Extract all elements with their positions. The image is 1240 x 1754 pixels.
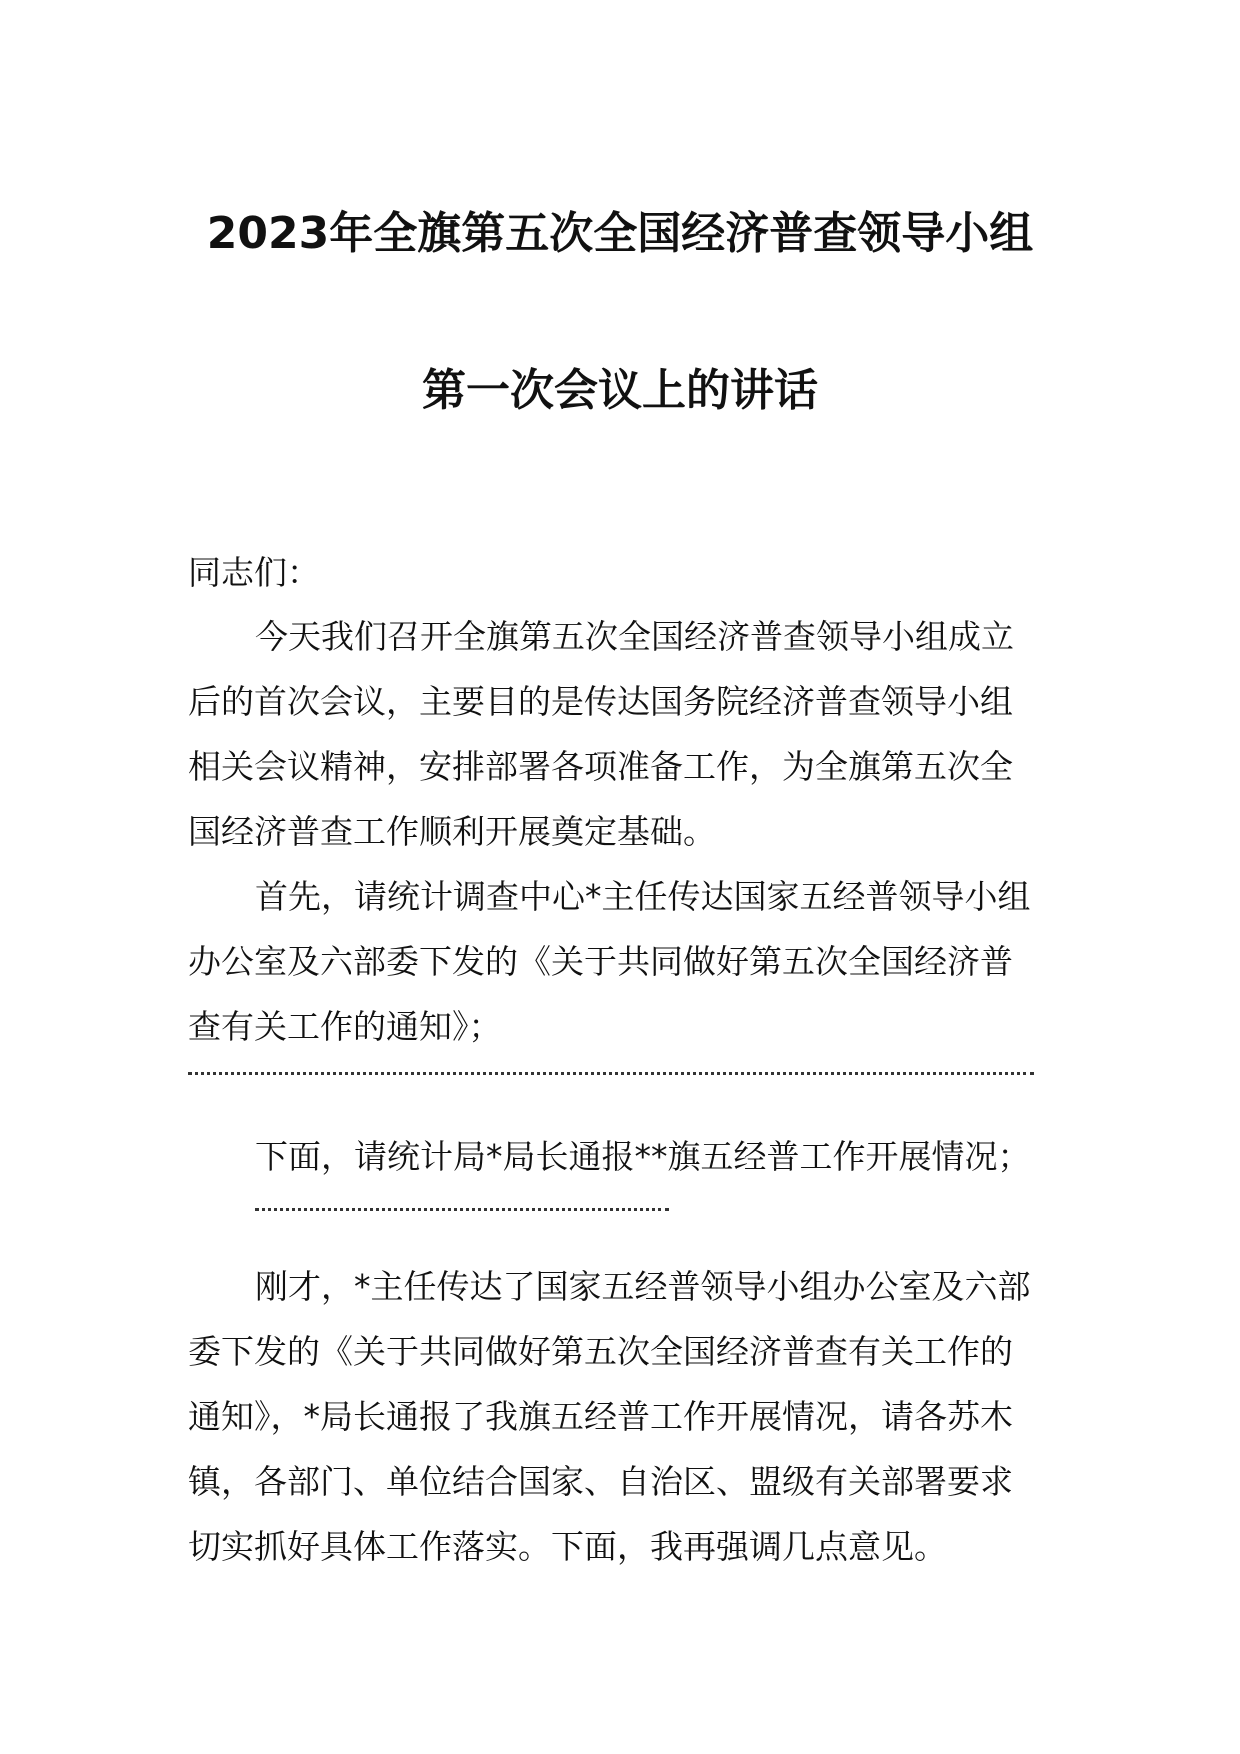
paragraph-line: 今天我们召开全旗第五次全国经济普查领导小组成立 (255, 617, 1014, 656)
paragraph-line: 镇，各部门、单位结合国家、自治区、盟级有关部署要求 (188, 1462, 1013, 1501)
paragraph-3 (188, 1124, 1056, 1189)
paragraph-line: 后的首次会议，主要目的是传达国务院经济普查领导小组 (188, 682, 1013, 721)
paragraph-line: 国经济普查工作顺利开展奠定基础。 (188, 812, 716, 851)
paragraph-line: 切实抓好具体工作落实。下面，我再强调几点意见。 (188, 1527, 947, 1566)
document-title-line-1: 2023年全旗第五次全国经济普查领导小组 (206, 208, 1034, 259)
omission-ellipsis-line-1 (188, 1072, 1034, 1075)
paragraph-line: 委下发的《关于共同做好第五次全国经济普查有关工作的 (188, 1332, 1013, 1371)
document-title-line-2: 第一次会议上的讲话 (422, 365, 818, 416)
salutation-text: 同志们： (188, 553, 320, 592)
paragraph-line: 查有关工作的通知》； (188, 1007, 502, 1046)
paragraph-line: 办公室及六部委下发的《关于共同做好第五次全国经济普 (188, 942, 1013, 981)
paragraph-line: 首先，请统计调查中心*主任传达国家五经普领导小组 (255, 877, 1031, 916)
paragraph-2 (188, 864, 1056, 1059)
paragraph-line: 下面，请统计局*局长通报**旗五经普工作开展情况； (255, 1137, 1031, 1176)
paragraph-line: 刚才，*主任传达了国家五经普领导小组办公室及六部 (255, 1267, 1031, 1306)
paragraph-line: 相关会议精神，安排部署各项准备工作，为全旗第五次全 (188, 747, 1013, 786)
salutation (188, 540, 1056, 605)
paragraph-4 (188, 1254, 1056, 1579)
omission-ellipsis-line-2 (255, 1208, 669, 1211)
paragraph-line: 通知》，*局长通报了我旗五经普工作开展情况，请各苏木 (188, 1397, 1013, 1436)
paragraph-1 (188, 604, 1056, 864)
